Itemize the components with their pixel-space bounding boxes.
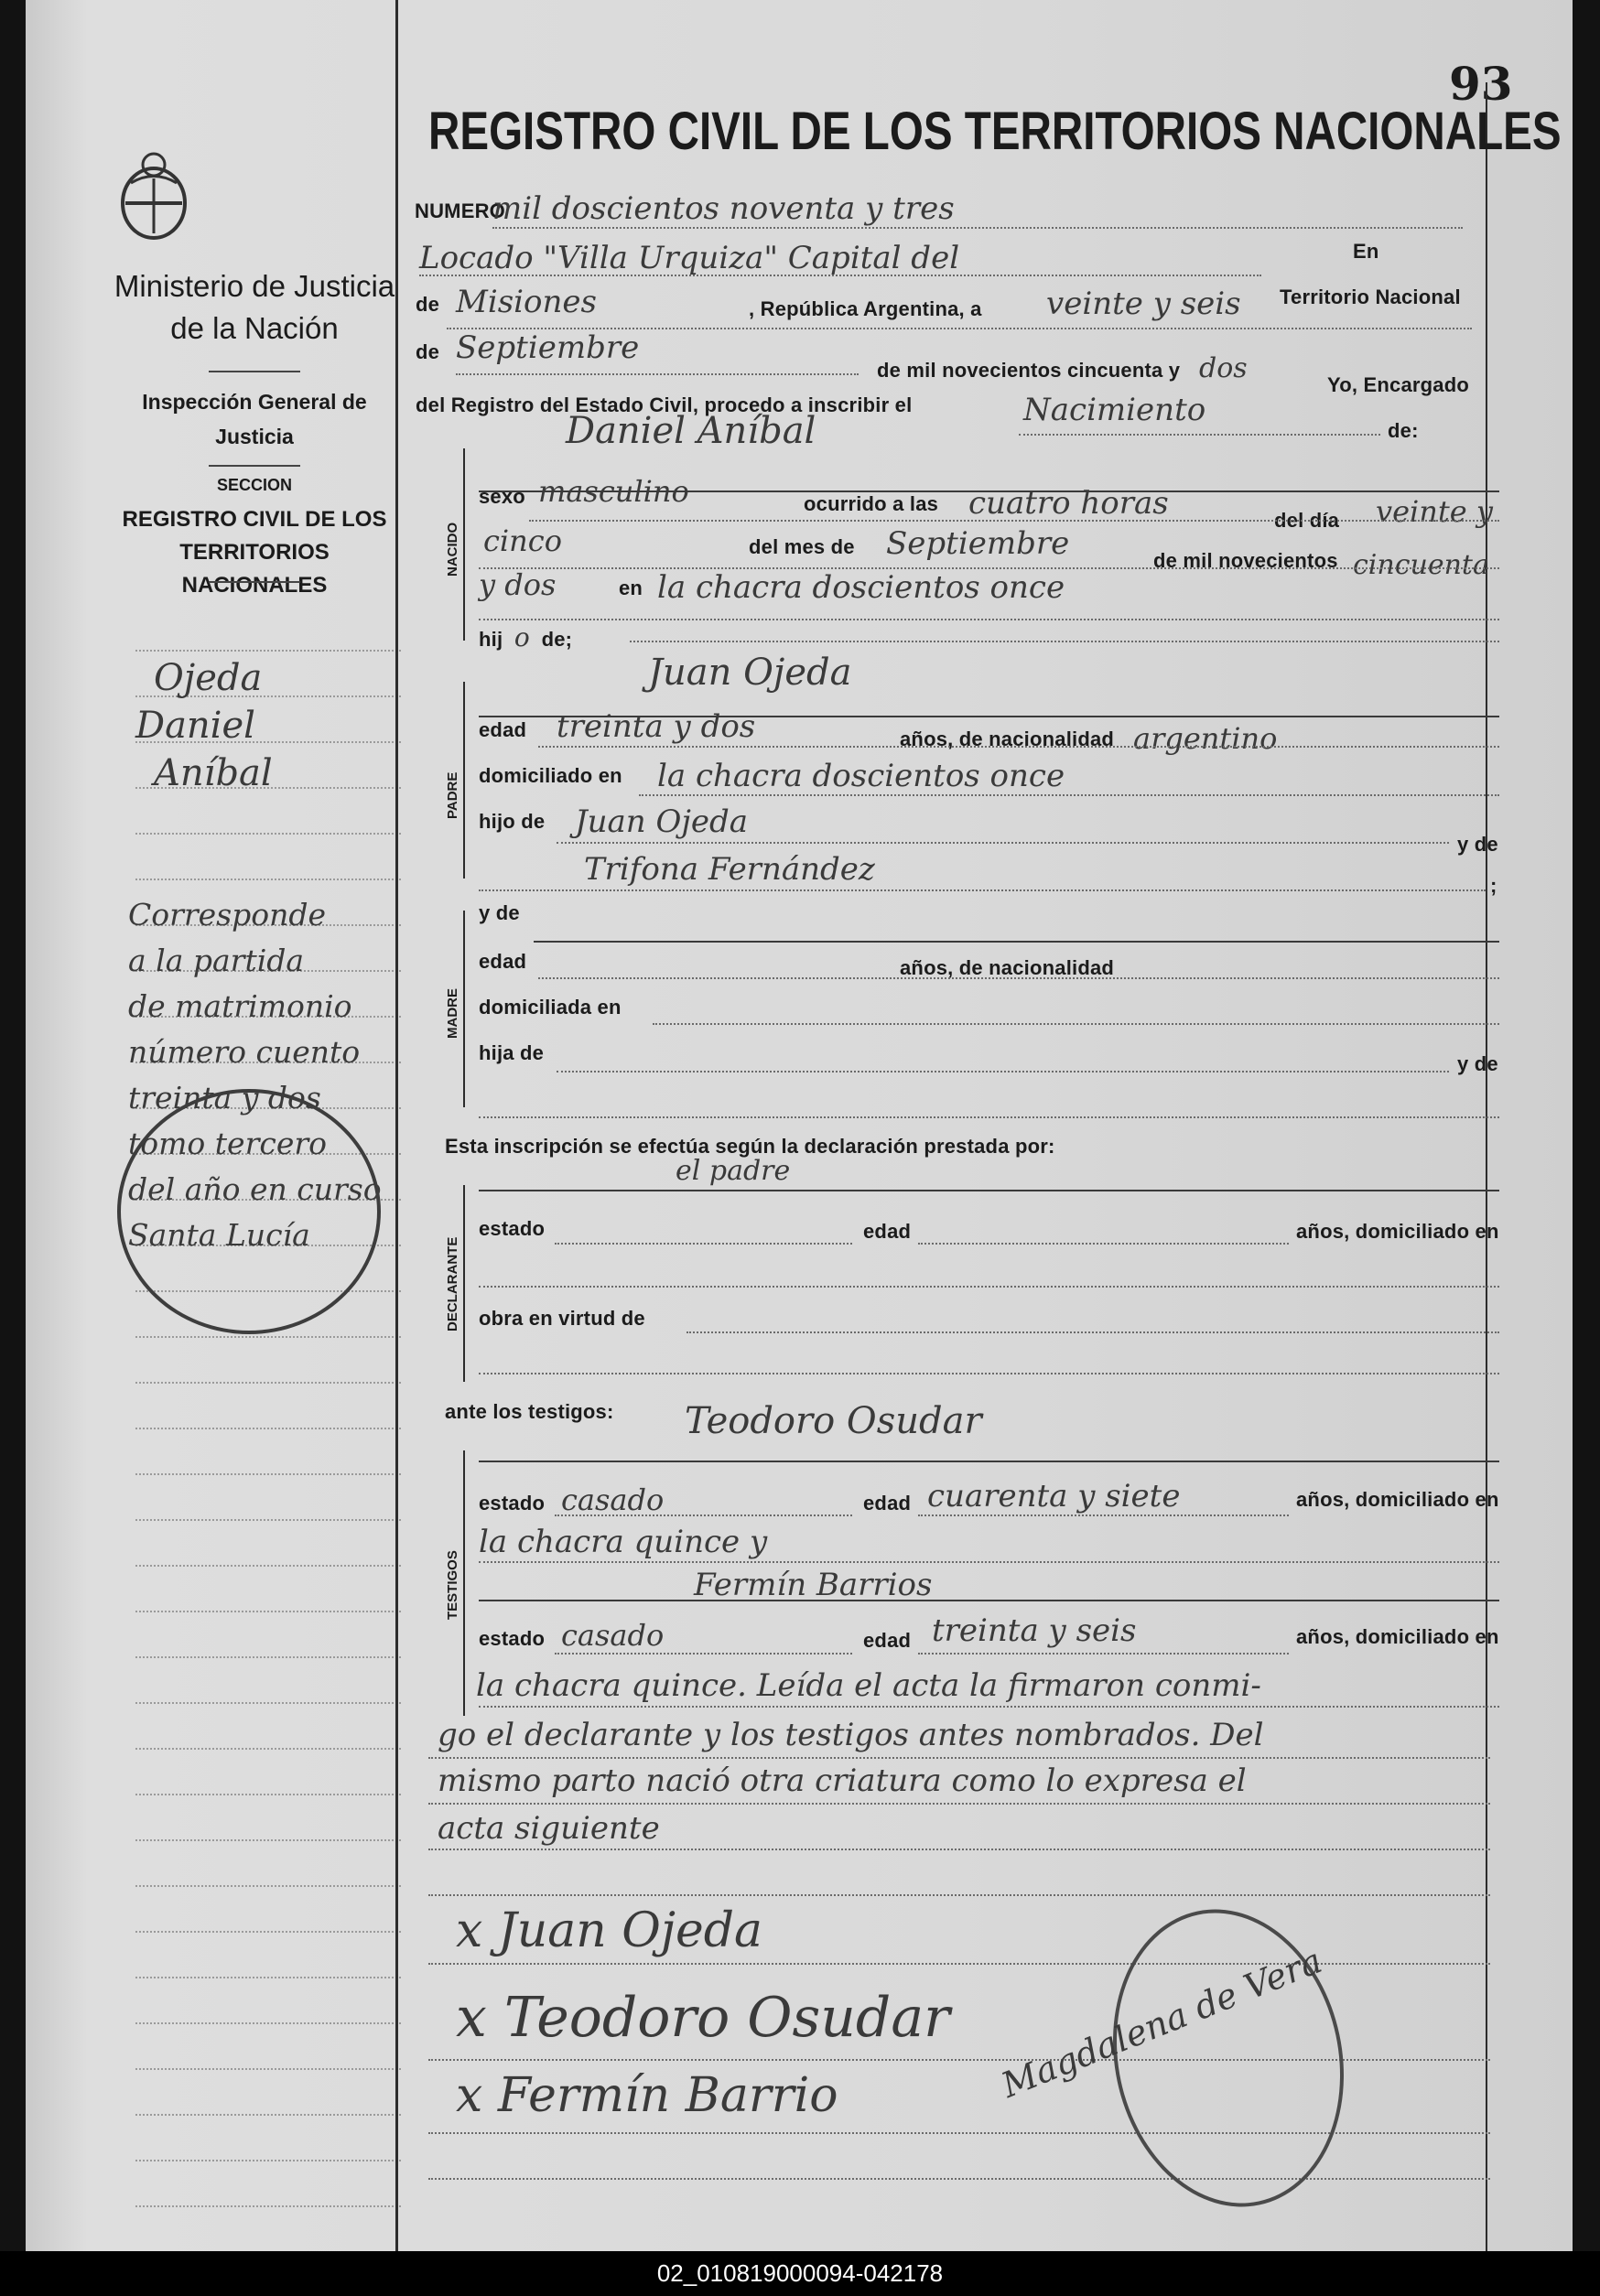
ocurrido-label: ocurrido a las [804,492,939,515]
sidebar-ruled-line [135,1839,401,1841]
dotted-line [479,619,1499,620]
sidebar-divider [209,371,300,372]
margin-name: Ojeda Daniel Aníbal [135,657,273,794]
t1-estado-label: estado [479,1492,546,1514]
sidebar-ruled-line [135,833,401,835]
coat-of-arms-icon [113,137,195,247]
dotted-line [630,641,1499,642]
block-bracket [463,1185,465,1382]
encargado-label: Yo, Encargado [1327,373,1469,396]
t1-anos-label: años, domiciliado en [1296,1488,1499,1511]
dotted-line [419,275,1261,276]
registro-label: del Registro del Estado Civil, procedo a inscribir el [416,393,913,416]
sidebar-ruled-line [135,2114,401,2116]
name-line [479,1190,1499,1191]
dotted-line [479,1561,1499,1563]
madre-edad-label: edad [479,950,527,973]
sidebar-divider [209,465,300,467]
sidebar-ruled-line [135,1977,401,1978]
text-line-3: acta siguiente [438,1810,660,1847]
name-line [534,941,1499,943]
sidebar-ruled-line [135,1748,401,1750]
dotted-line [428,1963,1490,1965]
block-bracket [463,448,465,641]
dotted-line [428,2178,1490,2180]
sidebar-ruled-line [135,1794,401,1795]
declarante-name: el padre [676,1155,791,1187]
en-label: En [1353,240,1379,263]
act-type-value: Nacimiento [1023,392,1206,428]
anio-value: cincuenta [1353,549,1489,581]
dotted-line [428,1757,1490,1759]
name-line [479,1600,1499,1601]
semicolon: ; [1490,874,1497,897]
nacido-side-label: NACIDO [445,522,460,577]
anos-label: años, de nacionalidad [900,728,1115,750]
sidebar-ruled-line [135,1885,401,1887]
left-border [395,0,398,2251]
sidebar-ruled-line [135,1656,401,1658]
madre-yde2-label: y de [1457,1052,1498,1075]
sexo-value: masculino [538,474,689,509]
signature-testigo1: x Teodoro Osudar [456,1986,950,2050]
t2-edad-value: treinta y seis [932,1612,1137,1649]
t2-anos-label: años, domiciliado en [1296,1625,1499,1648]
signature-padre: x Juan Ojeda [456,1903,763,1958]
dotted-line [1019,434,1380,436]
place-value: Locado "Villa Urquiza" Capital del [419,240,960,276]
t2-estado-label: estado [479,1627,546,1650]
dotted-line [653,1023,1499,1025]
en-lugar-label: en [619,577,643,599]
t2-dom-value: la chacra quince. Leída el acta la firmaron conmi- [476,1667,1261,1704]
section-name: REGISTRO CIVIL DE LOS TERRITORIOS NACIONALES [122,507,387,598]
sidebar-ruled-line [135,2022,401,2024]
year-value: dos [1199,352,1248,384]
dotted-line [557,842,1449,844]
obra-label: obra en virtud de [479,1307,645,1330]
section-label: SECCION [216,476,292,494]
dotted-line [479,1286,1499,1288]
inspection-name: Inspección General de Justicia [142,390,367,448]
name-line [479,1461,1499,1462]
domiciliada-label: domiciliada en [479,996,622,1019]
padre-side-label: PADRE [445,771,460,819]
dotted-line [492,227,1463,229]
declarante-edad-label: edad [863,1220,912,1243]
right-border [1486,82,1487,2251]
de2-label: de [416,340,440,363]
sidebar-ruled-line [135,2205,401,2207]
sidebar-ruled-line [135,2160,401,2161]
dia-value: veinte y [1376,494,1493,529]
territorio-label: Territorio Nacional [1280,286,1461,308]
hora-value: cuatro horas [968,485,1169,522]
scan-id-footer: 02_010819000094-042178 [0,2251,1600,2296]
dotted-line [557,1071,1449,1073]
day-value: veinte y seis [1046,286,1241,322]
dotted-line [918,1514,1289,1516]
de3-label: de: [1388,419,1419,442]
sidebar-ruled-line [135,1382,401,1384]
dotted-line [428,1894,1490,1896]
testigos-label: ante los testigos: [445,1400,614,1423]
testigo2-name: Fermín Barrios [694,1567,933,1603]
dotted-line [639,794,1499,796]
numero-value: mil doscientos noventa y tres [492,190,955,227]
t1-dom-value: la chacra quince y [479,1524,768,1560]
mes-value: Septiembre [886,525,1070,562]
declarante-side-label: DECLARANTE [445,1236,460,1331]
dotted-line [555,1243,852,1245]
dotted-line [428,1849,1490,1850]
sidebar-divider [209,581,300,583]
sexo-label: sexo [479,485,525,508]
testigo1-name: Teodoro Osudar [685,1400,982,1442]
lugar-value: la chacra doscientos once [657,569,1065,606]
territory-value: Misiones [456,284,597,320]
year-label: de mil novecientos cincuenta y [877,359,1181,382]
registrar-signature: Magdalena de Vera [996,1940,1328,2106]
t1-estado-value: casado [561,1482,665,1517]
block-bracket [463,1450,465,1716]
hijo-label: hij o de; [479,622,573,652]
page-title: REGISTRO CIVIL DE LOS TERRITORIOS NACIONALES [428,102,1562,161]
testigos-side-label: TESTIGOS [445,1550,460,1620]
dotted-line [555,1514,852,1516]
block-bracket [463,682,465,879]
text-line-1: go el declarante y los testigos antes nombrados. Del [438,1717,1264,1753]
dotted-line [686,1331,1499,1333]
t1-edad-value: cuarenta y siete [927,1478,1181,1514]
estado-label: estado [479,1217,546,1240]
edad-label: edad [479,718,527,741]
domiciliado-label: domiciliado en [479,764,622,787]
official-stamp [117,1089,381,1334]
anio-value-2: y dos [479,567,557,602]
ministry-name: Ministerio de Justicia de la Nación [114,269,395,345]
sidebar-ruled-line [135,879,401,880]
sidebar-ruled-line [135,650,401,652]
declaracion-label: Esta inscripción se efectúa según la declaración prestada por: [445,1135,1055,1158]
dotted-line [555,1653,852,1655]
month-value: Septiembre [456,329,640,366]
abuela-value: Trifona Fernández [584,851,875,888]
margin-note: Corresponde a la partida de matrimonio número cuento treinta y dos tomo tercero del año en curso Santa Lucía [128,897,382,1253]
t2-estado-value: casado [561,1618,665,1653]
hija-label: hija de [479,1041,545,1064]
dotted-line [479,1706,1499,1708]
mes-label: del mes de [749,535,855,558]
sidebar-ruled-line [135,1336,401,1338]
dotted-line [918,1243,1289,1245]
text-line-2: mismo parto nació otra criatura como lo expresa el [438,1762,1247,1799]
block-bracket [463,911,465,1107]
dotted-line [529,520,1499,522]
mil-label: de mil novecientos [1153,549,1338,572]
madre-side-label: MADRE [445,988,460,1039]
dia-label: del día [1274,509,1340,532]
padre-name: Juan Ojeda [648,652,852,694]
padre-edad-value: treinta y dos [557,708,756,745]
sidebar-ruled-line [135,1428,401,1429]
dotted-line [456,373,859,375]
t1-edad-label: edad [863,1492,912,1514]
numero-label: NUMERO [415,199,505,222]
child-name: Daniel Aníbal [566,410,816,452]
dia-value-2: cinco [483,523,562,558]
dotted-line [479,889,1486,891]
sidebar-ruled-line [135,1611,401,1612]
madre-yde-label: y de [479,901,520,924]
signature-testigo2: x Fermín Barrio [456,2068,838,2123]
sidebar-ruled-line [135,2068,401,2070]
hijo-de-label: hijo de [479,810,546,833]
declarante-anos-label: años, domiciliado en [1296,1220,1499,1243]
yde-label: y de [1457,833,1498,856]
dotted-line [479,1373,1499,1374]
t2-edad-label: edad [863,1629,912,1652]
register-page [26,0,1573,2251]
sidebar-ruled-line [135,1565,401,1567]
padre-dom-value: la chacra doscientos once [657,758,1065,794]
dotted-line [538,746,1499,748]
madre-anos-label: años, de nacionalidad [900,956,1115,979]
page-number: 93 [1449,57,1513,111]
padre-nac-value: argentino [1133,721,1278,756]
sidebar-ruled-line [135,1519,401,1521]
de-label: de [416,293,440,316]
sidebar-ruled-line [135,1931,401,1933]
dotted-line [479,1116,1499,1118]
sidebar-ruled-line [135,1702,401,1704]
republica-label: , República Argentina, a [749,297,982,320]
abuelo-value: Juan Ojeda [575,803,749,840]
sidebar-ruled-line [135,1473,401,1475]
dotted-line [538,977,1499,979]
dotted-line [918,1653,1289,1655]
dotted-line [428,1803,1490,1805]
